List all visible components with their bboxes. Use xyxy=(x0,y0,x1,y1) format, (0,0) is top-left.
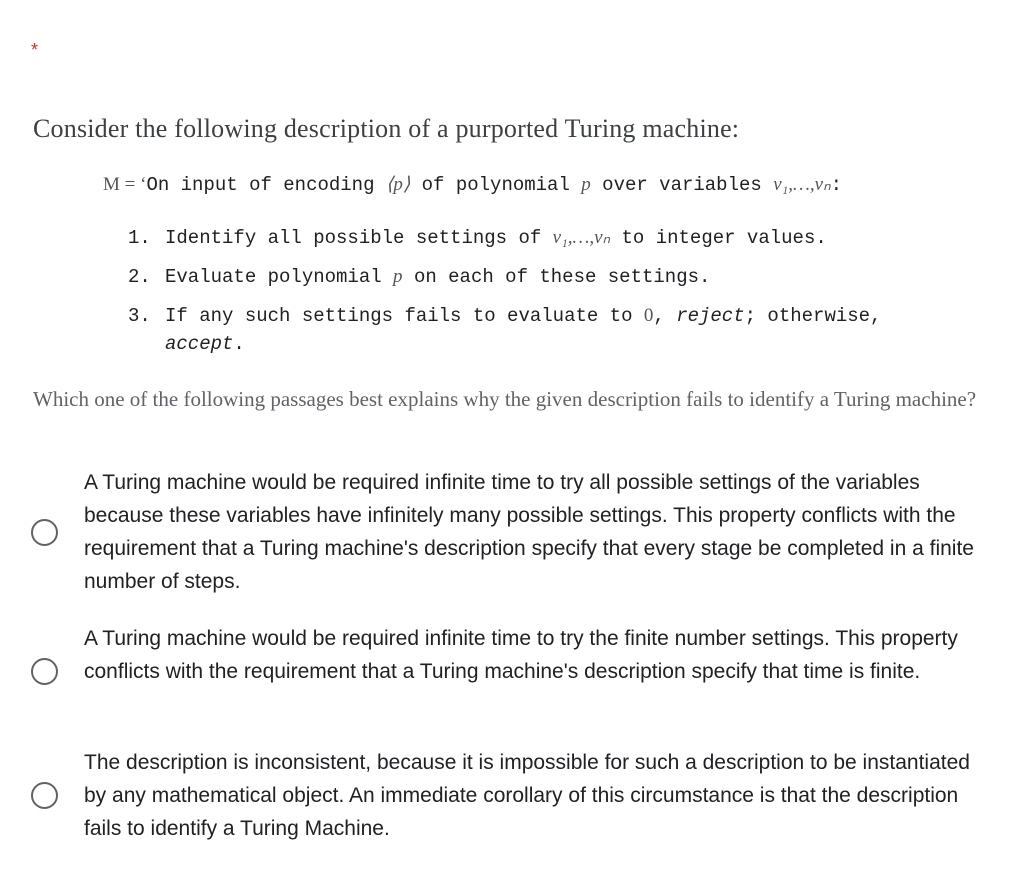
step-number: 1. xyxy=(128,227,151,249)
radio-button-icon[interactable] xyxy=(31,658,58,685)
machine-colon: : xyxy=(830,174,843,196)
step-text: Identify all possible settings of xyxy=(165,227,553,249)
step-3 xyxy=(128,302,925,358)
option-label[interactable]: A Turing machine would be required infinite time to try the finite number settings. This property conflicts with the requirement that a Turing machine's description specify that time is finite. xyxy=(84,627,958,683)
step-math-zero: 0 xyxy=(643,305,654,326)
machine-polynomial: p xyxy=(581,174,591,195)
step-math: v₁,…,vₙ xyxy=(552,227,611,248)
question-text: Which one of the following passages best explains why the given description fails to identify a Turing machine? xyxy=(33,387,977,411)
step-text: to integer values. xyxy=(610,227,827,249)
required-marker: * xyxy=(31,40,39,60)
machine-variables: v₁,…,vₙ xyxy=(773,174,831,195)
step-text: , xyxy=(653,305,677,327)
step-number: 2. xyxy=(128,266,151,288)
step-math: p xyxy=(393,266,403,287)
step-2 xyxy=(128,263,925,291)
step-text: Evaluate polynomial xyxy=(165,266,394,288)
step-text: ; otherwise, xyxy=(744,305,882,327)
machine-steps xyxy=(128,224,925,369)
step-text: on each of these settings. xyxy=(402,266,711,288)
machine-text-1: On input of encoding xyxy=(146,174,386,196)
option-label[interactable]: The description is inconsistent, because it is impossible for such a description to be instantiated by any mathematical object. An immediate corollary of this circumstance is that the description fails to identify a Turing Machine. xyxy=(84,751,970,840)
radio-button-icon[interactable] xyxy=(31,782,58,809)
step-text: If any such settings fails to evaluate to xyxy=(165,305,644,327)
machine-encoding: ⟨p⟩ xyxy=(385,174,411,195)
machine-symbol: M xyxy=(103,174,120,195)
radio-button-icon[interactable] xyxy=(31,519,58,546)
step-text: . xyxy=(233,333,245,355)
question-prompt: Consider the following description of a purported Turing machine: xyxy=(33,114,740,143)
step-1 xyxy=(128,224,925,252)
step-number: 3. xyxy=(128,305,151,327)
reject-keyword: reject xyxy=(676,305,745,327)
machine-equals: = ‘ xyxy=(119,174,147,195)
machine-definition xyxy=(103,173,842,196)
machine-text-2: of polynomial xyxy=(410,174,582,196)
machine-text-3: over variables xyxy=(590,174,774,196)
option-label[interactable]: A Turing machine would be required infinite time to try all possible settings of the variables because these variables have infinitely many possible settings. This property conflicts with the requirement that a Turing machine's description specify that every stage be completed in a finite number of steps. xyxy=(84,471,974,593)
accept-keyword: accept xyxy=(165,333,234,355)
